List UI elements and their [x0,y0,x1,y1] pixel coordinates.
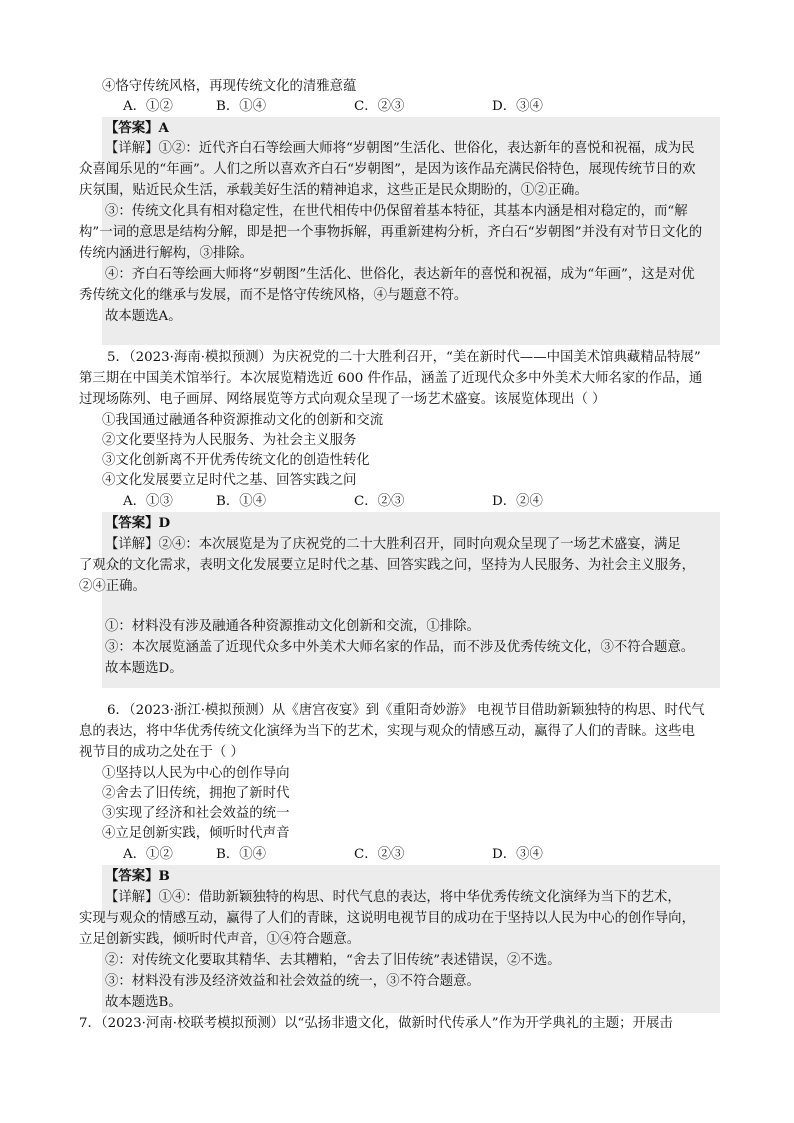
q5-option-b: B．①④ [216,494,267,509]
q5-analysis-line: 【详解】②④：本次展览是为了庆祝党的二十大胜利召开，同时向观众呈现了一场艺术盛宴，满足 [105,537,681,552]
q5-item: ②文化要坚持为人民服务、为社会主义服务 [102,433,357,448]
q4-options [0,97,794,117]
q6-analysis-line: 【详解】①④：借助新颖独特的构思、时代气息的表达，将中华优秀传统文化演绎为当下的艺术， [105,890,681,905]
q5-option-d: D．②④ [492,494,543,509]
q5-stem-line: 5．（2023·海南·模拟预测）为庆祝党的二十大胜利召开，“美在新时代——中国美术馆典藏精品特展” [107,350,701,365]
q6-analysis-line: 实现与观众的情感互动，赢得了人们的青睐，这说明电视节目的成功在于坚持以人民为中心的创作导向， [79,911,695,926]
q4-answer: 【答案】A [105,120,169,136]
q4-option-b: B．①④ [216,99,267,114]
q6-item: ①坚持以人民为中心的创作导向 [102,766,290,781]
q5-item: ④文化发展要立足时代之基、回答实践之问 [102,473,357,488]
q6-item: ②舍去了旧传统，拥抱了新时代 [102,786,290,801]
q6-item: ③实现了经济和社会效益的统一 [102,806,290,821]
q4-analysis-line: 构”一词的意思是结构分解，即是把一个事物拆解，再重新建构分析，齐白石“岁朝图”并没有对节日文化的 [79,225,703,240]
q5-stem-line: 过现场陈列、电子画屏、网络展览等方式向观众呈现了一场艺术盛宴。该展览体现出（ ） [79,392,606,407]
q5-answer: 【答案】D [105,515,171,531]
q6-option-b: B．①④ [216,847,267,862]
q5-options [0,492,794,512]
q6-analysis-line: 故本题选B。 [105,995,182,1010]
q5-analysis-line: ①：材料没有涉及融通各种资源推动文化创新和交流，①排除。 [105,619,480,634]
q5-analysis-line: ②④正确。 [79,579,146,594]
q4-analysis-line: ③：传统文化具有相对稳定性，在世代相传中仍保留着基本特征，其基本内涵是相对稳定的，而“解 [105,204,688,219]
q6-answer: 【答案】B [105,868,170,884]
q5-item: ①我国通过融通各种资源推动文化的创新和交流 [102,413,384,428]
q6-item: ④立足创新实践，倾听时代声音 [102,826,290,841]
q5-analysis-line: 了观众的文化需求，表明文化发展要立足时代之基、回答实践之问，坚持为人民服务、为社会主义服务， [79,558,695,573]
q4-option-d: D．③④ [492,99,543,114]
q6-option-d: D．③④ [492,847,543,862]
q6-stem-line: 6．（2023·浙江·模拟预测）从《唐宫夜宴》到《重阳奇妙游》 电视节目借助新颖独特的构思、时代气 [107,703,705,718]
q6-option-c: C．②③ [354,847,405,862]
q5-stem-line: 第三期在中国美术馆举行。本次展览精选近 600 件作品，涵盖了近现代众多中外美术大师名家的作品，通 [79,371,703,386]
q5-option-a: A．①③ [123,494,173,509]
q4-analysis-line: ④：齐白石等绘画大师将“岁朝图”生活化、世俗化，表达新年的喜悦和祝福，成为“年画”，这是对优 [105,267,695,282]
q7-stem-line: 7．（2023·河南·校联考模拟预测）以“弘扬非遗文化，做新时代传承人”作为开学典礼的主题；开展击 [79,1016,673,1031]
q6-options [0,845,794,865]
q6-stem-line: 视节目的成功之处在于（ ） [79,745,244,760]
q4-option-c: C．②③ [354,99,405,114]
q4-analysis-line: 【详解】①②：近代齐白石等绘画大师将“岁朝图”生活化、世俗化，表达新年的喜悦和祝福，成为民 [105,141,695,156]
q4-analysis-line: 众喜闻乐见的“年画”。人们之所以喜欢齐白石“岁朝图”，是因为该作品充满民俗特色，展现传统节日的欢 [79,162,696,177]
q4-analysis-line: 传统内涵进行解构，③排除。 [79,246,254,261]
q6-analysis-line: 立足创新实践，倾听时代声音，①④符合题意。 [79,932,361,947]
q4-option-a: A．①② [123,99,173,114]
q5-item: ③文化创新离不开优秀传统文化的创造性转化 [102,453,370,468]
q4-analysis-line: 秀传统文化的继承与发展，而不是恪守传统风格，④与题意不符。 [79,288,468,303]
q4-item-4: ④恪守传统风格，再现传统文化的清雅意蕴 [102,79,357,94]
q4-analysis-line: 故本题选A。 [105,309,182,324]
q6-analysis-line: ③：材料没有涉及经济效益和社会效益的统一，③不符合题意。 [105,974,480,989]
q5-option-c: C．②③ [354,494,405,509]
q6-analysis-line: ②：对传统文化要取其精华、去其糟粕，“舍去了旧传统”表述错误，②不选。 [105,953,561,968]
q6-stem-line: 息的表达，将中华优秀传统文化演绎为当下的艺术，实现与观众的情感互动，赢得了人们的青睐。这些电 [79,724,695,739]
q6-option-a: A．①② [123,847,173,862]
q4-analysis-line: 庆氛围，贴近民众生活，承载美好生活的精神追求，这些正是民众期盼的，①②正确。 [79,183,588,198]
q5-analysis-line: ③：本次展览涵盖了近现代众多中外美术大师名家的作品，而不涉及优秀传统文化，③不符合题意。 [105,640,695,655]
q5-analysis-line: 故本题选D。 [105,661,183,676]
